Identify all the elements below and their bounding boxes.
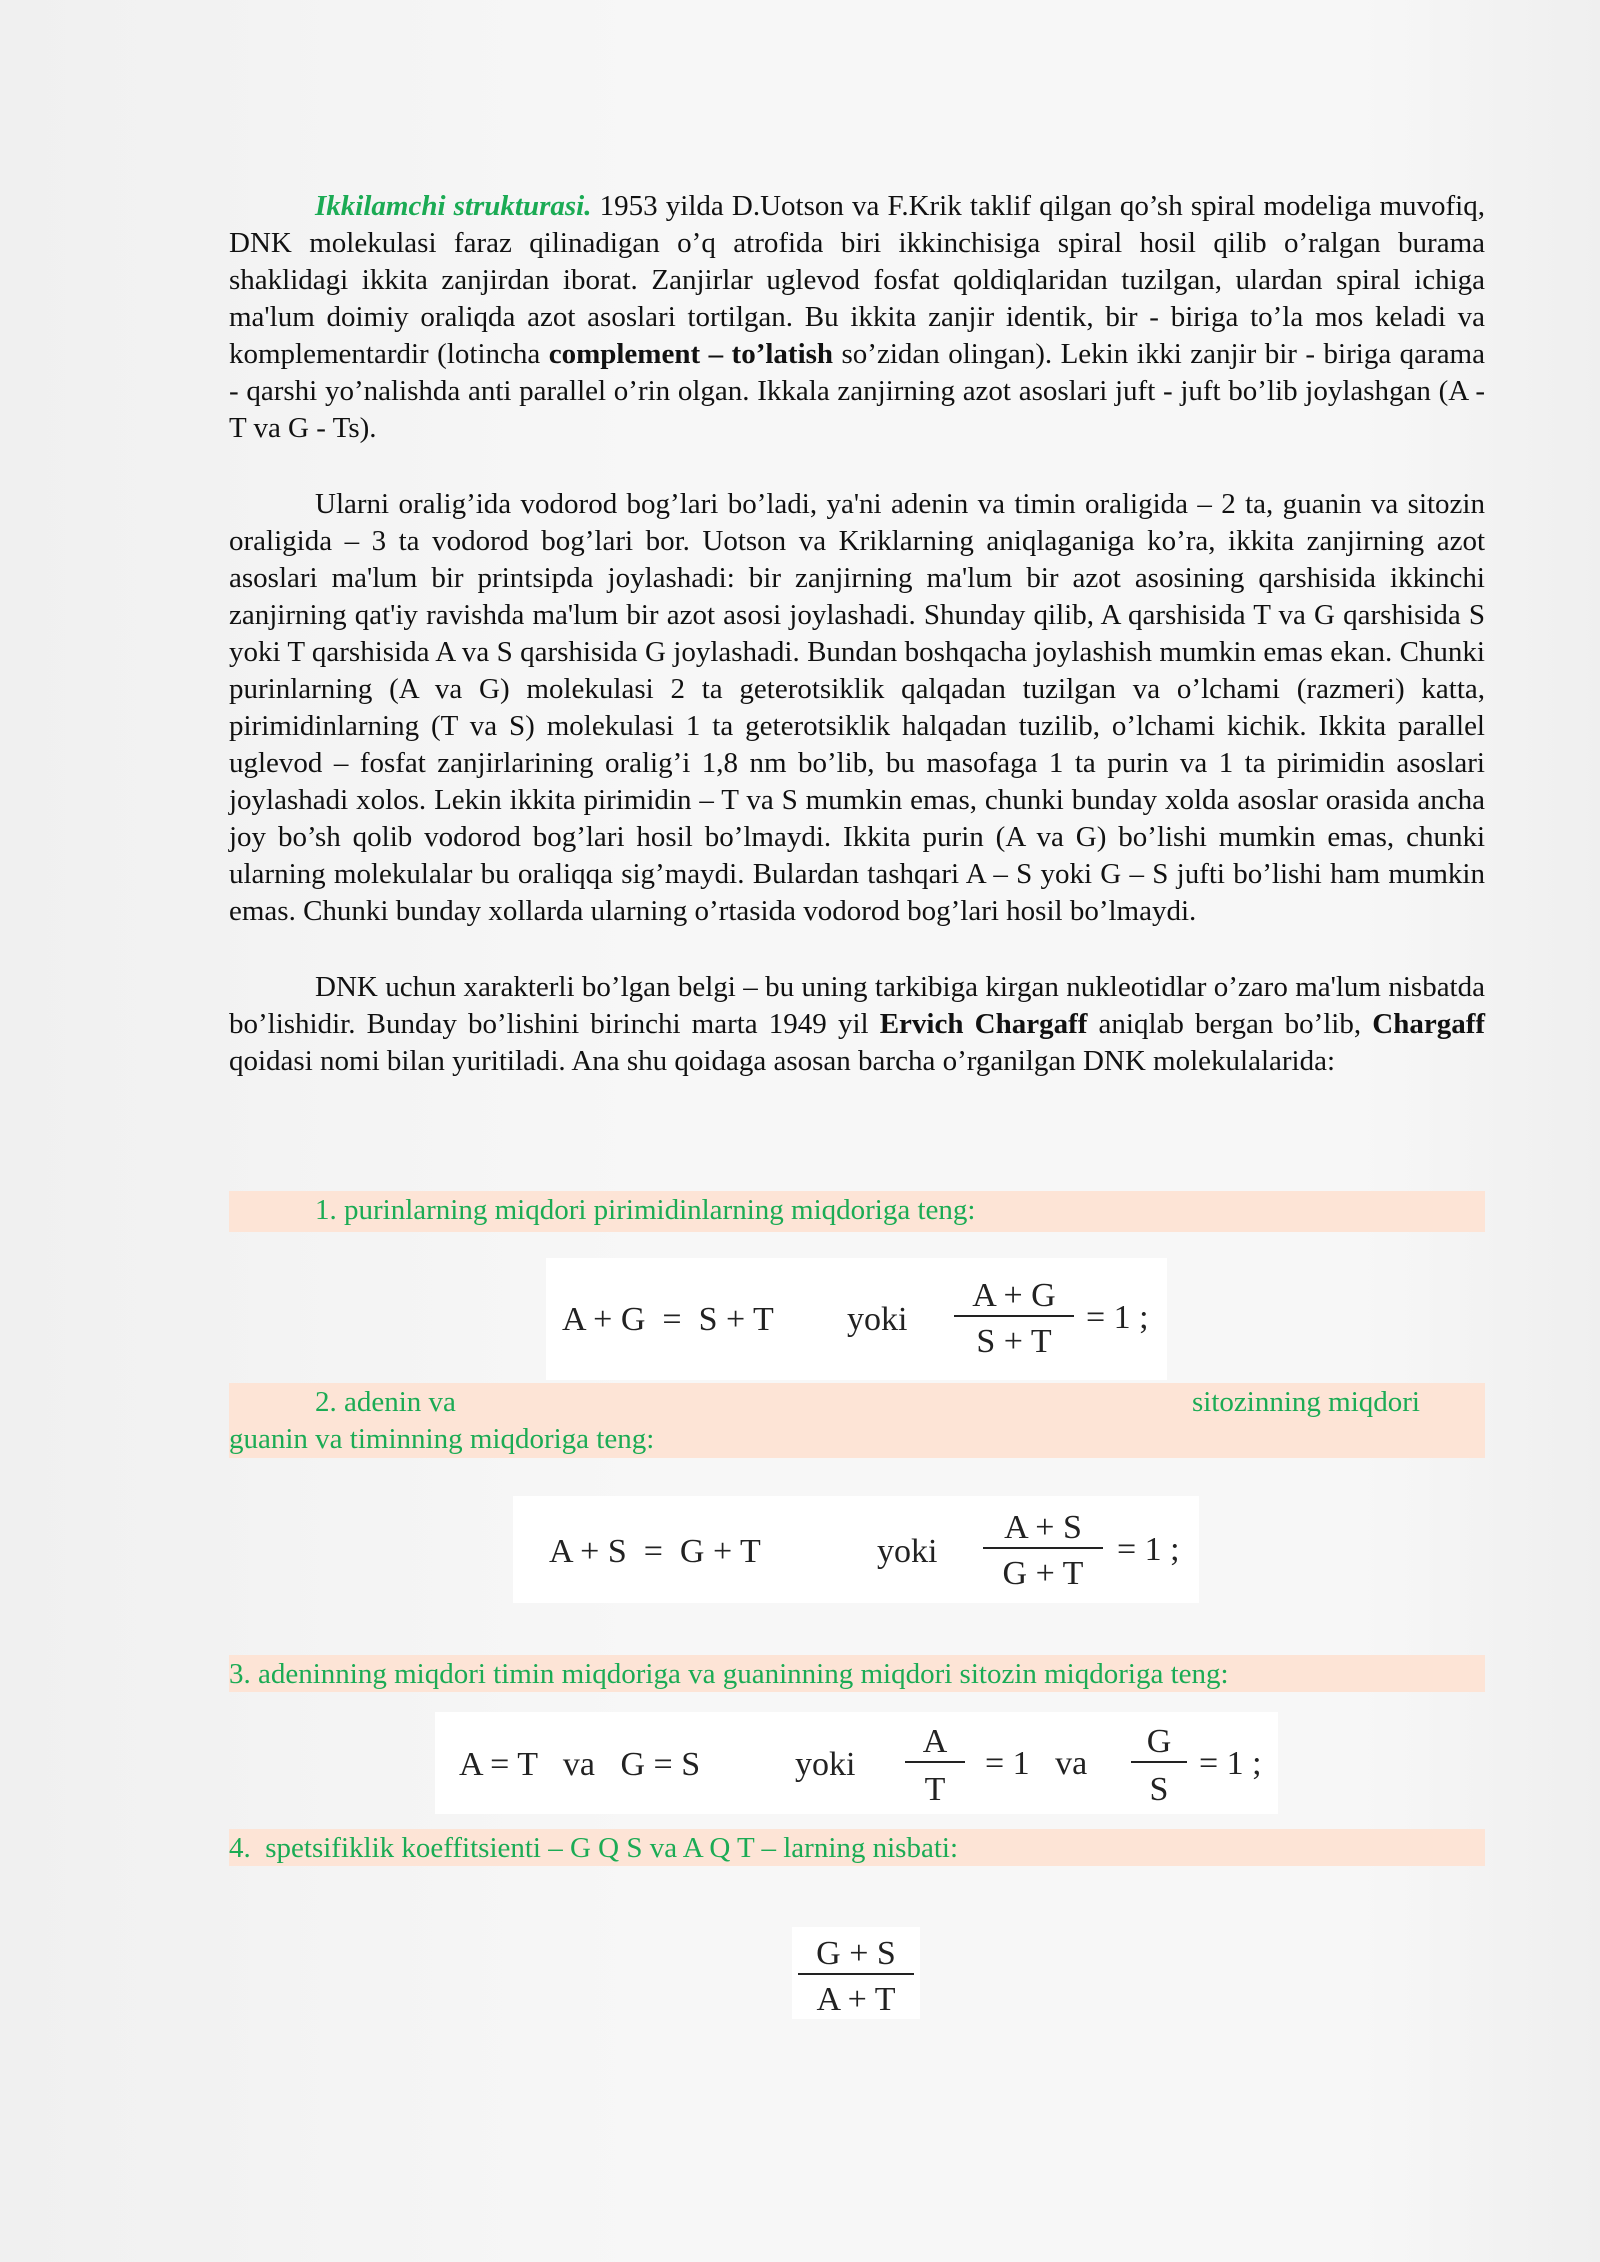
formula-3-numerator-g: G [1146, 1723, 1172, 1760]
paragraph-text: DNK uchun xarakterli bo’lgan belgi – bu uning tarkibiga kirgan nukleotidlar o’zaro ma'lum nisbatda bo’lishidir. Bunday bo’lishini birinchi marta 1949 yil [229, 971, 1485, 1040]
formula-3-numerator-a: A [922, 1723, 948, 1760]
formula-1-equation: A + G = S + T [562, 1301, 774, 1338]
formula-1 [546, 1258, 1167, 1380]
formula-3-denominator-s: S [1149, 1771, 1169, 1808]
formula-3 [435, 1712, 1278, 1814]
paragraph-text: 1953 yilda D.Uotson va F.Krik taklif qilgan qo’sh spiral modeliga muvofiq, DNK molekulasi faraz qilinadigan o’q atrofida biri ikkinchisiga spiral hosil qilib o’ralgan burama shaklidagi ikkita zanjirdan iborat. Zanjirlar uglevod fosfat qoldiqlaridan tuzilgan, ulardan spiral ichiga ma'lum doimiy oraliqda azot asoslari tortilgan. Bu ikkita zanjir identik, bir - biriga to’la mos keladi va komplementardir (lotincha [229, 190, 1485, 370]
formula-3-middle: = 1 va [985, 1745, 1088, 1782]
bold-name: Ervich Chargaff [879, 1008, 1088, 1040]
formula-4-numerator: G + S [816, 1935, 896, 1972]
paragraph-chargaff [229, 969, 1485, 1080]
paragraph-text: qoidasi nomi bilan yuritiladi. Ana shu qoidaga asosan barcha o’rganilgan DNK molekulalarida: [229, 1045, 1336, 1077]
formula-3-equation: A = T va G = S [459, 1746, 701, 1783]
formula-2-result: = 1 ; [1117, 1531, 1180, 1568]
formula-2 [513, 1496, 1199, 1603]
rule-2-text-middle: sitozinning miqdori [1192, 1386, 1420, 1418]
formula-2-yoki: yoki [877, 1533, 938, 1570]
formula-3-result: = 1 ; [1199, 1745, 1262, 1782]
rule-1-text: 1. purinlarning miqdori pirimidinlarning miqdoriga teng: [315, 1194, 976, 1226]
formula-4 [792, 1927, 920, 2019]
paragraph-secondary-structure [229, 188, 1485, 447]
formula-4-denominator: A + T [816, 1981, 896, 2018]
formula-1-result: = 1 ; [1086, 1299, 1149, 1336]
rule-4-text: 4. spetsifiklik koeffitsienti – G Q S va A Q T – larning nisbati: [229, 1832, 959, 1864]
formula-2-numerator: A + S [1004, 1509, 1082, 1546]
formula-2-denominator: G + T [1002, 1555, 1084, 1592]
section-lead-title: Ikkilamchi strukturasi. [315, 190, 592, 222]
rule-1-highlight [229, 1191, 1485, 1232]
rule-3-highlight [229, 1655, 1485, 1692]
rule-2-highlight [229, 1383, 1485, 1458]
formula-1-denominator: S + T [976, 1323, 1052, 1360]
formula-1-yoki: yoki [847, 1301, 908, 1338]
paragraph-text: aniqlab bergan bo’lib, [1087, 1008, 1373, 1040]
formula-3-yoki: yoki [795, 1746, 856, 1783]
bold-term: complement – to’latish [548, 338, 834, 370]
paragraph-text: Ularni oralig’ida vodorod bog’lari bo’ladi, ya'ni adenin va timin oraligida – 2 ta, guanin va sitozin oraligida – 3 ta vodorod bog’lari bor. Uotson va Kriklarning aniqlaganiga ko’ra, ikkita zanjirning azot asoslari ma'lum bir printsipda joylashadi: bir zanjirning ma'lum bir azot asosining qarshisida ikkinchi zanjirning qat'iy ravishda ma'lum bir azot asosi joylashadi. Shunday qilib, A qarshisida T va G qarshisida S yoki T qarshisida A va S qarshisida G joylashadi. Bundan boshqacha joylashish mumkin emas ekan. Chunki purinlarning (A va G) molekulasi 2 ta geterotsiklik qalqadan tuzilgan va o’lchami (razmeri) katta, pirimidinlarning (T va S) molekulasi 1 ta geterotsiklik halqadan tuzilib, o’lchami kichik. Ikkita parallel uglevod – fosfat zanjirlarining oralig’i 1,8 nm bo’lib, bu masofaga 1 ta purin va 1 ta pirimidin asoslari joylashadi xolos. Lekin ikkita pirimidin – T va S mumkin emas, chunki bunday xolda asoslar orasida ancha joy bo’sh qolib vodorod bog’lari hosil bo’lmaydi. Ikkita purin (A va G) bo’lishi mumkin emas, chunki ularning molekulalar bu oraliqqa sig’maydi. Bulardan tashqari A – S yoki G – S jufti bo’lishi ham mumkin emas. Chunki bunday xollarda ularning o’rtasida vodorod bog’lari hosil bo’lmaydi. [229, 488, 1485, 927]
formula-2-equation: A + S = G + T [549, 1533, 761, 1570]
paragraph-base-pairing [229, 486, 1485, 930]
formula-1-numerator: A + G [972, 1277, 1056, 1314]
rule-3-text: 3. adeninning miqdori timin miqdoriga va guaninning miqdori sitozin miqdoriga teng: [229, 1658, 1229, 1690]
rule-4-highlight [229, 1829, 1485, 1866]
bold-name: Chargaff [1372, 1008, 1486, 1040]
rule-2-text-end: guanin va timinning miqdoriga teng: [229, 1423, 655, 1455]
rule-2-text-start: 2. adenin va [315, 1386, 456, 1418]
paragraph-text: so’zidan olingan). Lekin ikki zanjir bir - biriga qarama - qarshi yo’nalishda anti parallel o’rin olgan. Ikkala zanjirning azot asoslari juft - juft bo’lib joylashgan (A - T va G - Ts). [229, 338, 1485, 444]
formula-3-denominator-a: T [924, 1771, 946, 1808]
